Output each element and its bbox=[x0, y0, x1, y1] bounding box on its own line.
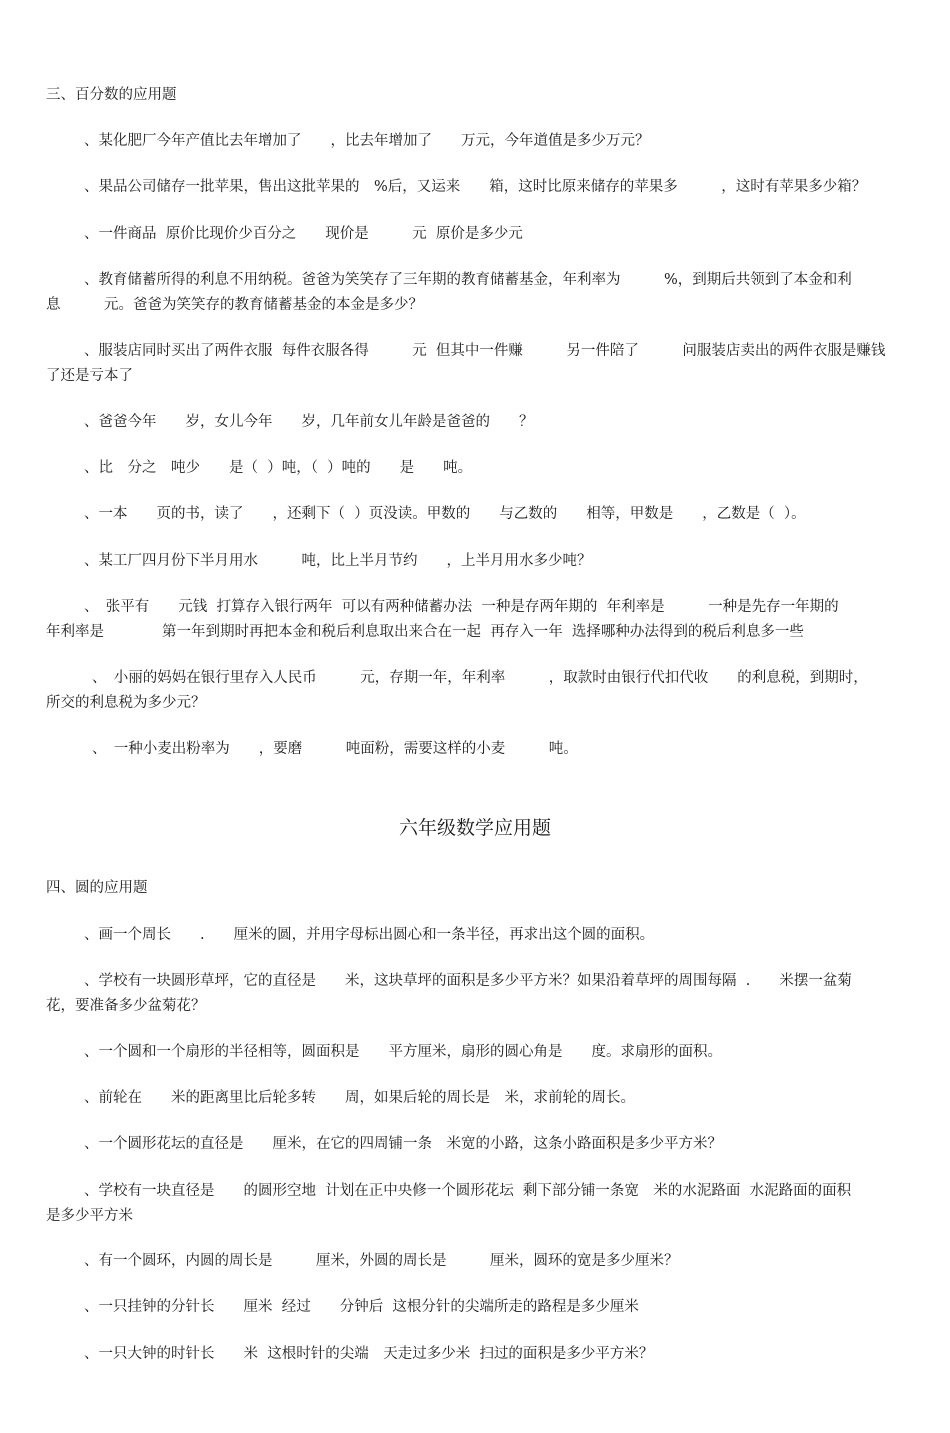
question-3-5-line2: 了还是亏本了 bbox=[46, 368, 133, 384]
question-3-5-line1: 、服装店同时买出了两件衣服 每件衣服各得 元 但其中一件赚 另一件陪了 问服装店卖出的两件衣服是赚钱 bbox=[84, 343, 886, 359]
question-4-3: 、一个圆和一个扇形的半径相等，圆面积是 平方厘米，扇形的圆心角是 度。求扇形的面积。 bbox=[84, 1044, 722, 1060]
question-3-6: 、爸爸今年 岁，女儿今年 岁，几年前女儿年龄是爸爸的 ？ bbox=[84, 414, 534, 430]
question-4-9: 、一只大钟的时针长 米 这根时针的尖端 天走过多少米 扫过的面积是多少平方米？ bbox=[84, 1346, 654, 1362]
question-3-2: 、果品公司储存一批苹果，售出这批苹果的 %后，又运来 箱，这时比原来储存的苹果多 ，这时有苹果多少箱？ bbox=[84, 179, 867, 195]
question-3-10-line1: 、 张平有 元钱 打算存入银行两年 可以有两种储蓄办法 一种是存两年期的 年利率是 一种是先存一年期的 bbox=[84, 599, 839, 615]
question-3-9: 、某工厂四月份下半月用水 吨，比上半月节约 ，上半月用水多少吨？ bbox=[84, 553, 592, 569]
question-4-6-line1: 、学校有一块直径是 的圆形空地 计划在正中央修一个圆形花坛 剩下部分铺一条宽 米的水泥路面 水泥路面的面积 bbox=[84, 1183, 852, 1199]
question-3-12: 、 一种小麦出粉率为 ，要磨 吨面粉，需要这样的小麦 吨。 bbox=[92, 741, 578, 757]
question-4-2-line1: 、学校有一块圆形草坪，它的直径是 米，这块草坪的面积是多少平方米？如果沿着草坪的周围每隔 . 米摆一盆菊 bbox=[84, 973, 852, 989]
question-3-4-line1: 、教育储蓄所得的利息不用纳税。爸爸为笑笑存了三年期的教育储蓄基金，年利率为 %，到期后共领到了本金和利 bbox=[84, 272, 852, 288]
question-4-7: 、有一个圆环，内圆的周长是 厘米，外圆的周长是 厘米，圆环的宽是多少厘米？ bbox=[84, 1253, 679, 1269]
question-4-2-line2: 花，要准备多少盆菊花？ bbox=[46, 998, 206, 1014]
question-4-6-line2: 是多少平方米 bbox=[46, 1208, 133, 1224]
question-3-11-line1: 、 小丽的妈妈在银行里存入人民币 元，存期一年，年利率 ，取款时由银行代扣代收 的利息税，到期时， bbox=[92, 670, 868, 686]
question-3-4-line2: 息 元。爸爸为笑笑存的教育储蓄基金的本金是多少？ bbox=[46, 297, 423, 313]
question-3-7: 、比 分之 吨少 是（ ）吨，（ ）吨的 是 吨。 bbox=[84, 460, 473, 476]
question-3-3: 、一件商品 原价比现价少百分之 现价是 元 原价是多少元 bbox=[84, 226, 523, 242]
question-4-5: 、一个圆形花坛的直径是 厘米，在它的四周铺一条 米宽的小路，这条小路面积是多少平方米？ bbox=[84, 1136, 722, 1152]
question-3-1: 、某化肥厂今年产值比去年增加了 ，比去年增加了 万元，今年道值是多少万元？ bbox=[84, 133, 650, 149]
question-3-8: 、一本 页的书，读了 ，还剩下（ ）页没读。甲数的 与乙数的 相等，甲数是 ，乙数是（ ）。 bbox=[84, 506, 806, 522]
question-3-10-line2: 年利率是 第一年到期时再把本金和税后利息取出来合在一起 再存入一年 选择哪种办法得到的税后利息多一些 bbox=[46, 624, 804, 640]
question-3-11-line2: 所交的利息税为多少元？ bbox=[46, 695, 206, 711]
page-title: 六年级数学应用题 bbox=[398, 817, 551, 839]
section-4-heading: 四、圆的应用题 bbox=[46, 880, 148, 896]
question-4-1: 、画一个周长 . 厘米的圆，并用字母标出圆心和一条半径，再求出这个圆的面积。 bbox=[84, 927, 655, 943]
question-4-4: 、前轮在 米的距离里比后轮多转 周，如果后轮的周长是 米，求前轮的周长。 bbox=[84, 1090, 635, 1106]
section-3-heading: 三、百分数的应用题 bbox=[46, 87, 177, 103]
question-4-8: 、一只挂钟的分针长 厘米 经过 分钟后 这根分针的尖端所走的路程是多少厘米 bbox=[84, 1299, 639, 1315]
